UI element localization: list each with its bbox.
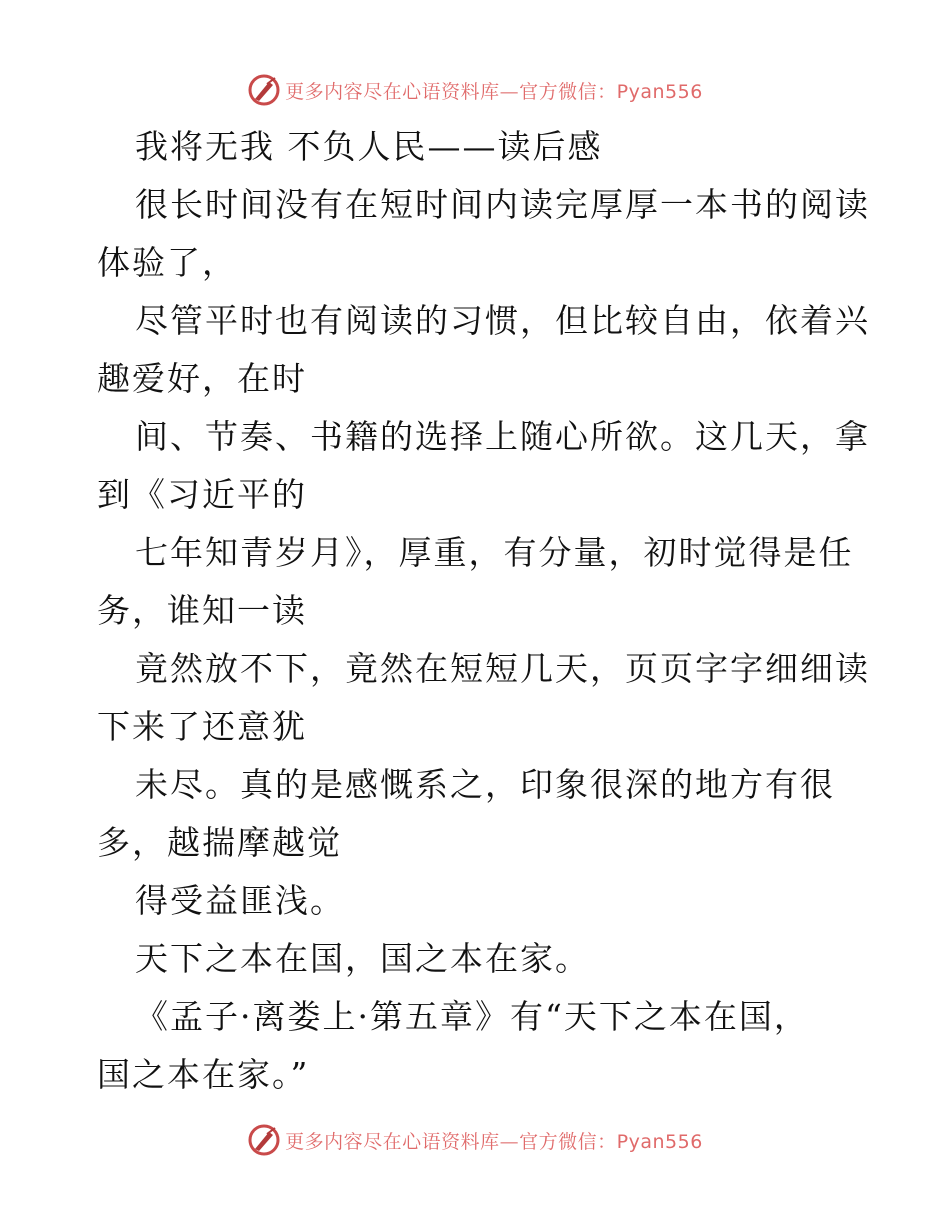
text-line: 体验了， [97,243,237,282]
text-line: 未尽。真的是感慨系之，印象很深的地方有很 [135,765,835,804]
text-line: 多，越揣摩越觉 [97,823,342,862]
text-line: 国之本在家。” [97,1055,310,1094]
text-line: 七年知青岁月》，厚重，有分量，初时觉得是任 [135,533,854,572]
header-watermark [0,70,950,110]
text-line: 尽管平时也有阅读的习惯，但比较自由，依着兴 [135,301,870,340]
watermark-separator: — [499,80,520,103]
watermark-site-text: 更多内容尽在心语资料库 [285,1130,500,1153]
footer-watermark [0,1120,950,1160]
quill-logo-icon [247,73,281,107]
text-line: 很长时间没有在短时间内读完厚厚一本书的阅读 [135,185,870,224]
text-line: 得受益匪浅。 [135,881,345,920]
text-line: 趣爱好，在时 [97,359,307,398]
text-line: 天下之本在国，国之本在家。 [135,939,590,978]
text-line: 竟然放不下，竟然在短短几天，页页字字细细读 [135,649,870,688]
text-line: 间、节奏、书籍的选择上随心所欲。这几天，拿 [135,417,870,456]
document-title: 我将无我 不负人民——读后感 [135,127,603,166]
text-line: 下来了还意犹 [97,707,307,746]
document-body [97,118,870,1104]
text-line: 到《习近平的 [97,475,307,514]
text-line: 《孟子·离娄上·第五章》有“天下之本在国， [135,997,809,1036]
text-line: 务，谁知一读 [97,591,307,630]
watermark-contact-text: 官方微信：Pyan556 [519,1130,703,1153]
quill-logo-icon [247,1123,281,1157]
watermark-separator: — [499,1130,520,1153]
watermark-contact-text: 官方微信：Pyan556 [519,80,703,103]
watermark-site-text: 更多内容尽在心语资料库 [285,80,500,103]
